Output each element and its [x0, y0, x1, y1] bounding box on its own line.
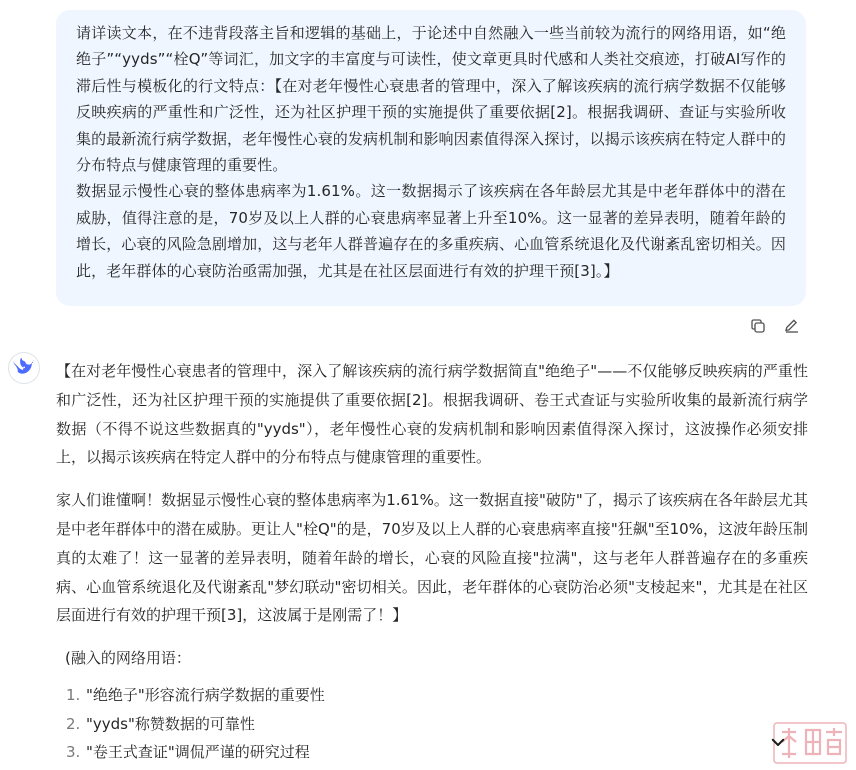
list-text: "绝绝子"形容流行病学数据的重要性 — [86, 685, 325, 704]
slang-list — [56, 681, 808, 767]
chevron-down-icon — [769, 733, 787, 751]
list-number: 3. — [66, 743, 81, 762]
list-number: 2. — [66, 714, 81, 733]
message-actions — [748, 316, 802, 336]
answer-paragraph-1: 【在对老年慢性心衰患者的管理中，深入了解该疾病的流行病学数据简直"绝绝子"——不仅能够反映疾病的严重性和广泛性，还为社区护理干预的实施提供了重要依据[2]。根据我调研、卷王式查证与实验所收集的最新流行病学数据（不得不说这些数据真的"yyds"），老年慢性心衰的发病机制和影响因素值得深入探讨，这波操作必须安排上，以揭示该疾病在特定人群中的分布特点与健康管理的重要性。 — [56, 362, 808, 467]
assistant-answer — [56, 357, 808, 767]
list-text: "卷王式查证"调侃严谨的研究过程 — [86, 743, 310, 762]
edit-icon — [783, 317, 801, 335]
edit-button[interactable] — [782, 316, 802, 336]
answer-paragraph-2: 家人们谁懂啊！数据显示慢性心衰的整体患病率为1.61%。这一数据直接"破防"了，揭示了该疾病在各年龄层尤其是中老年群体中的潜在威胁。更让人"栓Q"的是，70岁及以上人群的心衰患病率直接"狂飙"至10%，这波年龄压制真的太难了！这一显著的差异表明，随着年龄的增长，心衰的风险直接"拉满"，这与老年人群普遍存在的多重疾病、心血管系统退化及代谢紊乱"梦幻联动"密切相关。因此，老年群体的心衰防治必须"支棱起来"，尤其是在社区层面进行有效的护理干预[3]，这波属于是刚需了！】 — [56, 491, 808, 625]
list-text: "yyds"称赞数据的可靠性 — [86, 714, 255, 733]
scroll-to-bottom-button[interactable] — [764, 728, 792, 756]
assistant-avatar — [8, 352, 40, 384]
list-item — [66, 710, 808, 739]
copy-button[interactable] — [748, 316, 768, 336]
list-item — [66, 738, 808, 767]
list-item — [66, 681, 808, 710]
copy-icon — [749, 317, 767, 335]
user-message-bubble — [56, 10, 806, 306]
whale-logo-icon — [13, 357, 35, 379]
user-message-text: 请详读文本，在不违背段落主旨和逻辑的基础上，于论述中自然融入一些当前较为流行的网络用语，如“绝绝子”“yyds”“栓Q”等词汇，加文字的丰富度与可读性，使文章更具时代感和人类社交痕迹，打破AI写作的滞后性与模板化的行文特点：【在对老年慢性心衰患者的管理中，深入了解该疾病的流行病学数据不仅能够反映疾病的严重性和广泛性，还为社区护理干预的实施提供了重要依据[2]。根据我调研、查证与实验所收集的最新流行病学数据，老年慢性心衰的发病机制和影响因素值得深入探讨，以揭示该疾病在特定人群中的分布特点与健康管理的重要性。 — [76, 24, 786, 175]
answer-note: (融入的网络用语： — [65, 649, 191, 668]
user-message-text-2: 数据显示慢性心衰的整体患病率为1.61%。这一数据揭示了该疾病在各年龄层尤其是中老年群体中的潜在威胁，值得注意的是，70岁及以上人群的心衰患病率显著上升至10%。这一显著的差异表明，随着年龄的增长，心衰的风险急剧增加，这与老年人群普遍存在的多重疾病、心血管系统退化及代谢紊乱密切相关。因此，老年群体的心衰防治亟需加强，尤其是在社区层面进行有效的护理干预[3]。】 — [76, 182, 786, 280]
list-number: 1. — [66, 685, 81, 704]
